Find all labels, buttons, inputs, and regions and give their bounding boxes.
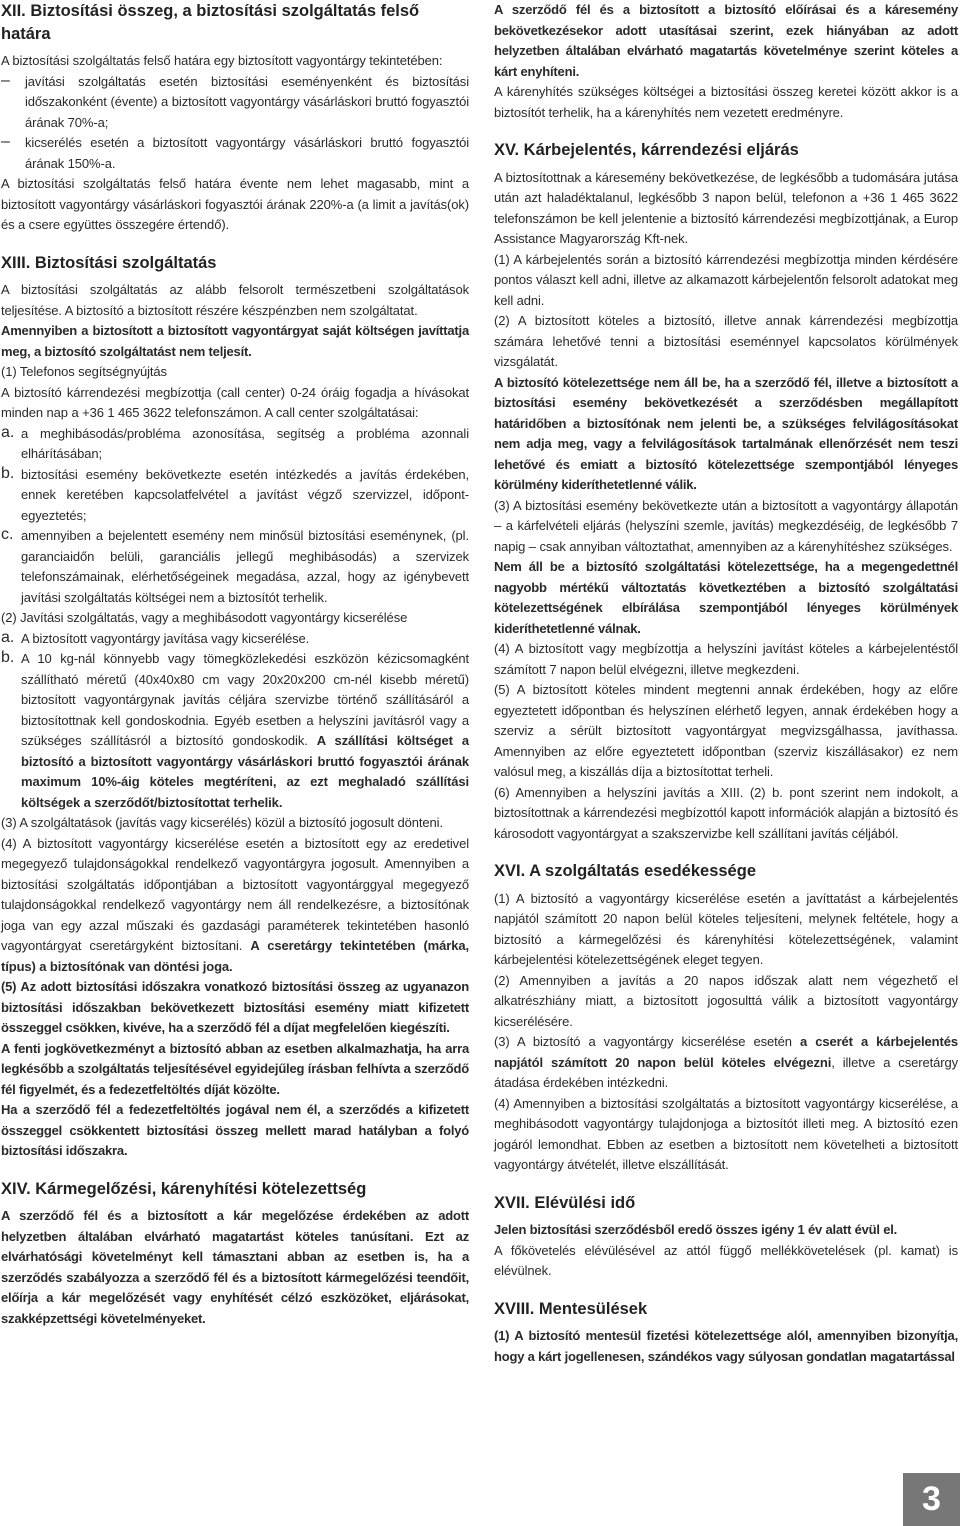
xv-p1: A biztosítottnak a káresemény bekövetkezése, de legkésőbb a tudomására jutása után azt haladéktalanul, legkésőbb 3 napon belül, telefonon a +36 1 465 3622 telefonszámon be kell jelentenie a biztosító kárrendezési megbízottjának, a Europ Assistance Magyarország Kft-nek. <box>494 169 958 246</box>
xiii-5: (5) Az adott biztosítási időszakra vonatkozó biztosítási összeg az ugyanazon biztosítási időszakban bekövetkezett biztosítási esemény miatt kifizetett összeggel csökken, kivéve, ha a szerződő fél a díjat megfelelően kiegészíti. <box>1 979 469 1035</box>
xv-bold-2: Nem áll be a biztosító szolgáltatási kötelezettsége, ha a megengedettnél nagyobb mértékű változtatás következtében a biztosító szolgáltatási kötelezettségének elbírálása szempontjából lényeges körülmények kideríthetetlenné válnak. <box>494 559 958 636</box>
heading-xvii: XVII. Elévülési idő <box>494 1193 636 1212</box>
xii-dash-1: javítási szolgáltatás esetén biztosítási eseményenként és biztosítási időszakonként (évente) a biztosított vagyontárgy vásárláskori bruttó fogyasztói árának 70%-a; <box>25 73 469 130</box>
list-marker: a. <box>1 423 15 441</box>
heading-xiii: XIII. Biztosítási szolgáltatás <box>1 253 217 272</box>
list-item <box>1 526 469 608</box>
xiii-sub-2: (2) Javítási szolgáltatás, vagy a meghibásodott vagyontárgy kicserélése <box>1 610 408 625</box>
heading-xiv: XIV. Kármegelőzési, kárenyhítési kötelezettség <box>1 1179 367 1198</box>
page-number: 3 <box>903 1473 960 1526</box>
xvi-3-tail: , illetve a cseretárgy átadása érdekében intézkedni. <box>494 1054 958 1090</box>
left-column <box>1 0 469 1329</box>
xv-5: (5) A biztosított köteles mindent megtenni annak érdekében, hogy az előre egyeztetett időpontban és helyszínen elérhető legyen, annak érdekében hogy a szerviz a sérült biztosított vagyontárgyat megvizsgálhassa, javíthassa. Amennyiben az előre egyeztetett időpontban (szerviz kiszállásakor) ez nem valósul meg, a kiszállás díja a biztosítottat terheli. <box>494 682 958 779</box>
list-item <box>1 629 469 650</box>
xiii-2b <box>21 649 469 813</box>
xiii-4 <box>1 834 469 978</box>
xiii-item-b: biztosítási esemény bekövetkezte esetén intézkedés a javítás érdekében, ennek keretében kapcsolatfelvétel a javítást végző szervizzel, időpont-egyeztetés; <box>21 466 469 523</box>
xiii-4-text: (4) A biztosított vagyontárgy kicserélése esetén a biztosított egy az eredetivel megegyező tulajdonságokkal rendelkező vagyontárgyra jogosult. Amennyiben a biztosítási szolgáltatás időpontjában a biztosított vagyontárggyal megegyező tulajdonságokkal rendelkező vagyontárgy nem áll rendelkezésre, a biztosítónak joga van egy azzal műszaki és gazdasági paraméterek tekintetében hasonló vagyontárgyat cseretárgyként biztosítani. <box>1 835 469 953</box>
list-marker: c. <box>1 526 14 543</box>
xiii-2a: A biztosított vagyontárgy javítása vagy kicserélése. <box>21 630 310 646</box>
xiii-3: (3) A szolgáltatások (javítás vagy kicserélés) közül a biztosító jogosult dönteni. <box>1 815 443 830</box>
xiv-p3: A kárenyhítés szükséges költségei a biztosítási összeg keretei között akkor is a biztosítót terhelik, ha a kárenyhítés nem vezetett eredményre. <box>494 84 958 120</box>
xv-bold-1: A biztosító kötelezettsége nem áll be, ha a szerződő fél, illetve a biztosított a biztosítási esemény bekövetkezését a szerződésben megállapított határidőben a biztosítónak nem jelenti be, a szükséges felvilágosításokat nem adja meg, vagy a felvilágosítások tartalmának ellenőrzését nem teszi lehetővé és emiatt a biztosító kötelezettsége szempontjából lényeges körülmény kideríthetetlenné válik. <box>494 374 958 492</box>
list-marker: – <box>1 133 10 150</box>
xii-intro: A biztosítási szolgáltatás felső határa egy biztosított vagyontárgy tekintetében: <box>1 53 443 68</box>
xiii-p2: Amennyiben a biztosított a biztosított vagyontárgyat saját költségen javíttatja meg, a biztosító szolgáltatást nem teljesít. <box>1 323 469 359</box>
right-column <box>494 0 958 1367</box>
xiii-2b-text: A 10 kg-nál könnyebb vagy tömegközlekedési eszközön kézicsomagként szállítható méretű (40x40x80 cm vagy 20x20x200 cm-nél kisebb méretű) biztosított vagyontárgynak javítás céljára szervizbe történő szállításáról a biztosítottnak kell gondoskodnia. Egyéb esetben a helyszíni javításról vagy a szükséges szállításról a biztosító gondoskodik. <box>21 651 469 748</box>
xiii-item-a: a meghibásodás/probléma azonosítása, segítség a probléma azonnali elhárításában; <box>21 425 469 461</box>
xv-4: (4) A biztosított vagy megbízottja a helyszíni javítást köteles a kárbejelentéstől számított 7 napon belül elvégezni, illetve megkezdeni. <box>494 641 958 677</box>
xii-paragraph: A biztosítási szolgáltatás felső határa évente nem lehet magasabb, mint a biztosított vagyontárgy vásárláskori fogyasztói árának 220%-a (a limit a javítás(ok) és a csere együttes összegére értendő). <box>1 176 469 232</box>
xiv-p2: A szerződő fél és a biztosított a biztosító előírásai és a káresemény bekövetkezésekor adott utasításai szerint, ezek hiányában az adott helyzetben általában elvárható magatartás követelménye szerint köteles a kárt enyhíteni. <box>494 2 958 79</box>
xiii-p1: A biztosítási szolgáltatás az alább felsorolt természetbeni szolgáltatások teljesítése. A biztosító a biztosított részére készpénzben nem szolgáltatat. <box>1 282 469 318</box>
xiv-p1: A szerződő fél és a biztosított a kár megelőzése érdekében az adott helyzetben általában elvárható magatartást köteles tanúsítani. Ezt az elvárhatósági követelményt kell támasztani abban az esetben is, ha a szerződés szabályozza a szerződő fél és a biztosított kármegelőzési teendőit, előírja a kár megelőzését vagy enyhítését célzó eszközöket, eljárásokat, szakképzettségi követelményeket. <box>1 1208 469 1326</box>
heading-xv: XV. Kárbejelentés, kárrendezési eljárás <box>494 141 799 159</box>
xvi-3-text: (3) A biztosító a vagyontárgy kicserélése esetén <box>494 1034 792 1049</box>
xv-3: (3) A biztosítási esemény bekövetkezte után a biztosított a vagyontárgy állapotán – a kárfelvételi eljárás (helyszíni szemle, javítás) megkezdéséig, de legkésőbb 7 napig – csak annyiban változtathat, amennyiben az a kárenyhítéshez szükséges. <box>494 497 958 554</box>
xiii-p3: A biztosító kárrendezési megbízottja (call center) 0-24 óráig fogadja a hívásokat minden nap a +36 1 465 3622 telefonszámon. A call center szolgáltatásai: <box>1 384 469 420</box>
xiii-item-c: amennyiben a bejelentett esemény nem minősül biztosítási eseménynek, (pl. garanciaidőn belüli, garanciális jellegű meghibásodás) a szervizek telefonszámainak, elérhetőségeinek megadása, azzal, hogy az igénybevett javítási szolgáltatás költségei nem a biztosítót terhelik. <box>21 528 469 605</box>
xv-1: (1) A kárbejelentés során a biztosító kárrendezési megbízottja minden kérdésére pontos választ kell adni, illetve az alkamazott kárbejelentőn felsorolt adatokat meg kell adni. <box>494 251 958 308</box>
xvi-3 <box>494 1032 958 1094</box>
list-marker: – <box>1 71 10 89</box>
xvii-p2: A főkövetelés elévülésével az attól függő mellékkövetelések (pl. kamat) is elévülnek. <box>494 1242 958 1278</box>
xii-dash-2: kicserélés esetén a biztosított vagyontárgy vásárláskori bruttó fogyasztói árának 150%-a. <box>25 135 469 171</box>
xiii-6: A fenti jogkövetkezményt a biztosító abban az esetben alkalmazhatja, ha arra legkésőbb a szolgáltatás teljesítésével egyidejűleg írásban felhívta a szerződő fél figyelmét, és a fedezetfeltöltés díját közölte. <box>1 1040 469 1097</box>
xviii-p1: (1) A biztosító mentesül fizetési kötelezettsége alól, amennyiben bizonyítja, hogy a kárt jogellenesen, szándékos vagy súlyosan gondatlan magatartással <box>494 1328 958 1364</box>
xvi-2: (2) Amennyiben a javítás a 20 napos időszak alatt nem végezhető el alkatrészhiány miatt, a biztosított jogosulttá válik a biztosított vagyontárgy kicserélésére. <box>494 972 958 1029</box>
heading-xii: XII. Biztosítási összeg, a biztosítási szolgáltatás felső határa <box>1 2 420 43</box>
xvii-p1: Jelen biztosítási szerződésből eredő összes igény 1 év alatt évül el. <box>494 1222 898 1237</box>
xiii-2b-bold: A szállítási költséget a biztosító a biztosított vagyontárgy vásárláskori bruttó fogyasztói árának maximum 10%-áig köteles megtéríteni, az ezt meghaladó szállítási költségek a szerződőt/biztosítottat terhelik. <box>21 733 469 810</box>
xiii-4-bold: A cseretárgy tekintetében (márka, típus) a biztosítónak van döntési joga. <box>1 938 469 974</box>
xiii-7: Ha a szerződő fél a fedezetfeltöltés jogával nem él, a szerződés a kifizetett összeggel csökkentett biztosítási összeg mellett marad hatályban a folyó biztosítási időszakra. <box>1 1102 469 1158</box>
xv-2: (2) A biztosított köteles a biztosító, illetve annak kárrendezési megbízottja számára lehetővé tenni a biztosítási eseménnyel kapcsolatos körülmények vizsgálatát. <box>494 313 958 369</box>
list-marker: b. <box>1 464 15 482</box>
list-marker: b. <box>1 649 15 666</box>
xvi-1: (1) A biztosító a vagyontárgy kicserélése esetén a javíttatást a kárbejelentés napjától számított 20 napon belül köteles teljesíteni, melynek feltétele, hogy a biztosító a kármegelőzési és kárenyhítési kötelezettségének, valamint kárbejelentési kötelezettségének eleget tegyen. <box>494 890 958 967</box>
xvi-3-bold: a cserét a kárbejelentés napjától számított 20 napon belül köteles elvégezni <box>494 1034 958 1070</box>
xv-6: (6) Amennyiben a helyszíni javítás a XIII. (2) b. pont szerint nem indokolt, a biztosítottnak a kárrendezési megbízottól kapott információk alapján a biztosító és károsodott vagyontárgyat a szakszervizbe kell szállítani javítás céljából. <box>494 784 958 841</box>
list-item <box>1 424 469 465</box>
xiii-sub-1: (1) Telefonos segítségnyújtás <box>1 364 167 379</box>
xvi-4: (4) Amennyiben a biztosítási szolgáltatás a biztosított vagyontárgy kicserélése, a meghibásodott vagyontárgy tulajdonjoga a biztosítót illeti meg. A biztosító ezen jogáról lemondhat. Ebben az esetben a biztosított nem követelheti a biztosított vagyontárgy átvételét, illetve elszállítását. <box>494 1095 958 1172</box>
list-item <box>1 465 469 527</box>
list-marker: a. <box>1 628 15 646</box>
list-item <box>1 649 469 813</box>
list-item <box>1 72 469 134</box>
heading-xvi: XVI. A szolgáltatás esedékessége <box>494 862 756 880</box>
heading-xviii: XVIII. Mentesülések <box>494 1299 648 1318</box>
list-item <box>1 133 469 174</box>
